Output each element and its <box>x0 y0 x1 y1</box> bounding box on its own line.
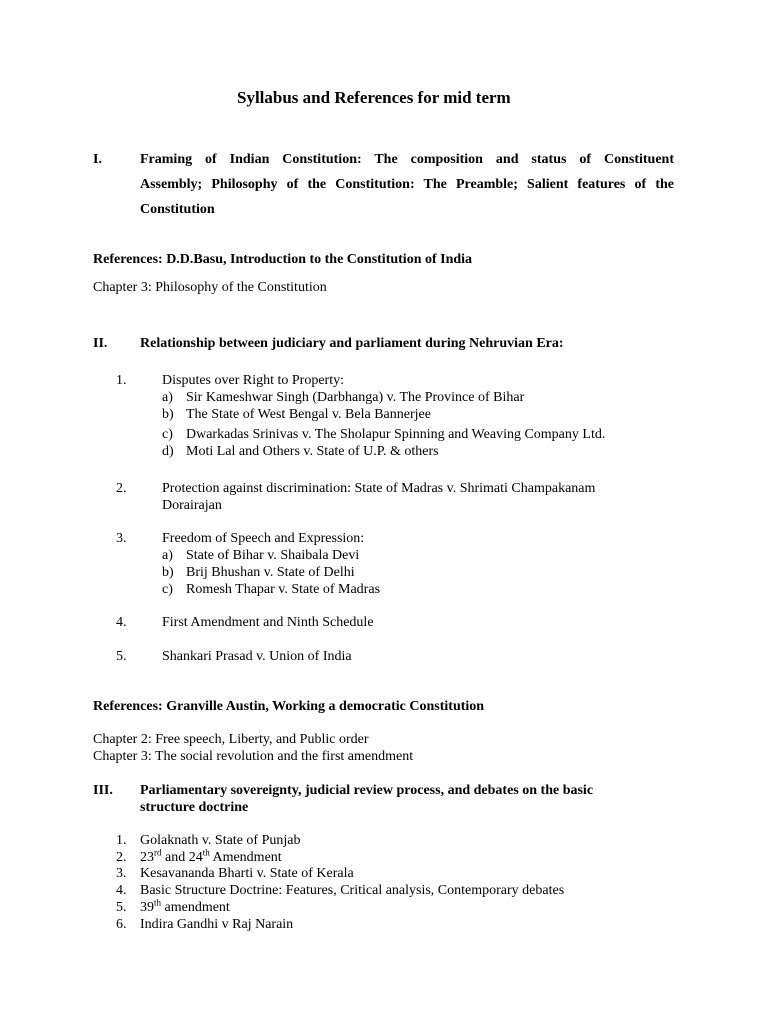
list-item: Basic Structure Doctrine: Features, Critical analysis, Contemporary debates <box>140 883 565 898</box>
section-2-heading: Relationship between judiciary and parliament during Nehruvian Era: <box>140 336 564 351</box>
section-3-heading-line-1: Parliamentary sovereignty, judicial review process, and debates on the basic <box>140 783 594 798</box>
list-item: Protection against discrimination: State of Madras v. Shrimati Champakanam <box>162 481 596 496</box>
list-item: Indira Gandhi v Raj Narain <box>140 917 294 932</box>
sub-item: Dwarkadas Srinivas v. The Sholapur Spinning and Weaving Company Ltd. <box>186 427 606 442</box>
list-item-number: 5. <box>116 649 127 664</box>
list-item-number: 2. <box>116 850 127 865</box>
list-item: Golaknath v. State of Punjab <box>140 833 301 848</box>
ordinal-number: and 24 <box>161 850 203 865</box>
sub-item-letter: d) <box>162 444 174 459</box>
list-item-number: 5. <box>116 900 127 915</box>
ordinal-suffix: th <box>202 847 210 858</box>
list-item: First Amendment and Ninth Schedule <box>162 615 374 630</box>
list-item-number: 4. <box>116 883 127 898</box>
list-item: Kesavananda Bharti v. State of Kerala <box>140 866 354 881</box>
list-item-text: Amendment <box>209 850 282 865</box>
section-3-numeral: III. <box>93 783 113 798</box>
section-1-heading-line-1: Framing of Indian Constitution: The composition and status of Constituent <box>140 152 674 167</box>
page-title: Syllabus and References for mid term <box>237 88 511 107</box>
list-item-number: 1. <box>116 833 127 848</box>
sub-item: Moti Lal and Others v. State of U.P. & others <box>186 444 439 459</box>
section-2-numeral: II. <box>93 336 108 351</box>
list-item-number: 2. <box>116 481 127 496</box>
section-1-heading-line-3: Constitution <box>140 202 215 217</box>
sub-item-letter: a) <box>162 548 173 563</box>
ordinal-suffix: rd <box>154 847 162 858</box>
list-item-number: 4. <box>116 615 127 630</box>
list-item-number: 3. <box>116 866 127 881</box>
list-item-continued: Dorairajan <box>162 498 222 513</box>
sub-item: State of Bihar v. Shaibala Devi <box>186 548 360 563</box>
section-3-heading-line-2: structure doctrine <box>140 800 249 815</box>
section-1-heading-line-2: Assembly; Philosophy of the Constitution: The Preamble; Salient features of the <box>140 177 674 192</box>
section-1-chapter: Chapter 3: Philosophy of the Constitution <box>93 280 327 295</box>
ordinal-number: 39 <box>140 900 154 915</box>
list-item: Shankari Prasad v. Union of India <box>162 649 352 664</box>
sub-item: Sir Kameshwar Singh (Darbhanga) v. The Province of Bihar <box>186 390 525 405</box>
list-item <box>140 899 230 916</box>
sub-item-letter: c) <box>162 427 173 442</box>
sub-item: Brij Bhushan v. State of Delhi <box>186 565 355 580</box>
sub-item-letter: b) <box>162 565 174 580</box>
ordinal-number: 23 <box>140 850 154 865</box>
list-item-text: amendment <box>161 900 230 915</box>
section-2-chapter: Chapter 2: Free speech, Liberty, and Public order <box>93 732 369 747</box>
ordinal-suffix: th <box>154 897 162 908</box>
sub-item-letter: c) <box>162 582 173 597</box>
sub-item-letter: b) <box>162 407 174 422</box>
sub-item-letter: a) <box>162 390 173 405</box>
list-item-number: 1. <box>116 373 127 388</box>
list-item-number: 3. <box>116 531 127 546</box>
section-2-references: References: Granville Austin, Working a democratic Constitution <box>93 699 485 714</box>
section-2-chapter: Chapter 3: The social revolution and the first amendment <box>93 749 414 764</box>
list-item: Disputes over Right to Property: <box>162 373 344 388</box>
list-item: Freedom of Speech and Expression: <box>162 531 365 546</box>
sub-item: The State of West Bengal v. Bela Bannerjee <box>186 407 431 422</box>
list-item <box>140 849 282 866</box>
sub-item: Romesh Thapar v. State of Madras <box>186 582 381 597</box>
section-1-references: References: D.D.Basu, Introduction to the Constitution of India <box>93 252 473 267</box>
section-1-numeral: I. <box>93 152 102 167</box>
list-item-number: 6. <box>116 917 127 932</box>
